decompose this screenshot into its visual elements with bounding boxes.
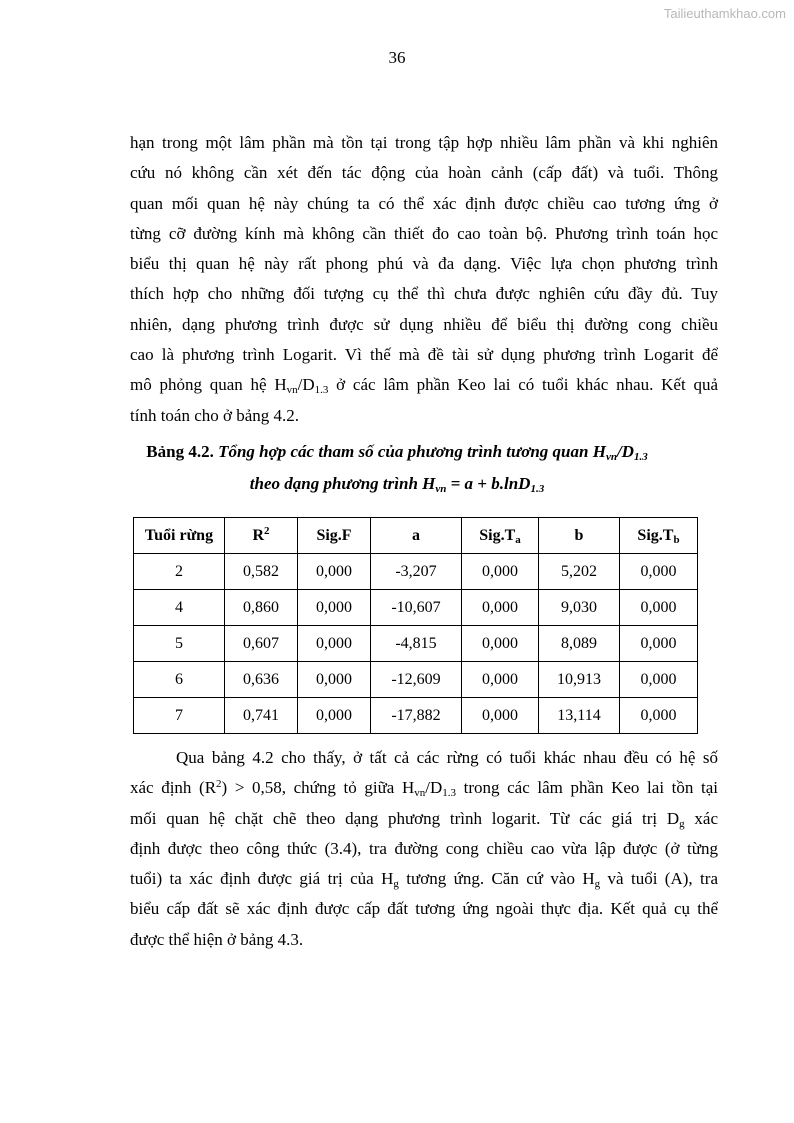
cell-age: 7 — [134, 698, 225, 734]
text-run: tương ứng. Căn cứ vào H — [398, 869, 595, 889]
text-line — [130, 370, 718, 400]
text-run: /D — [425, 778, 443, 798]
cell-r2: 0,860 — [225, 590, 298, 626]
cell-b: 9,030 — [539, 590, 620, 626]
paragraph-2 — [130, 743, 718, 955]
subscript: vn — [435, 483, 447, 495]
text-line: nhiên, dạng phương trình được sử dụng nhiều để biểu thị đường cong chiều — [130, 314, 718, 334]
cell-a: -3,207 — [371, 554, 462, 590]
header-sigtb — [620, 518, 698, 554]
text-line: biểu cấp đất sẽ xác định được cấp đất tương ứng ngoài thực địa. Kết quả cụ thể — [130, 899, 718, 919]
table-row — [134, 554, 698, 590]
text-run: tuổi) ta xác định được giá trị của H — [130, 869, 394, 889]
subscript: vn — [414, 787, 426, 800]
subscript: 1.3 — [633, 451, 648, 463]
cell-b: 5,202 — [539, 554, 620, 590]
cell-age: 2 — [134, 554, 225, 590]
cell-r2: 0,607 — [225, 626, 298, 662]
header-text: Sig.T — [637, 526, 674, 544]
cell-sigf: 0,000 — [298, 626, 371, 662]
table-row — [134, 662, 698, 698]
cell-r2: 0,636 — [225, 662, 298, 698]
subscript: 1.3 — [314, 384, 329, 397]
table-row — [134, 698, 698, 734]
header-age: Tuổi rừng — [134, 518, 225, 554]
cell-sigf: 0,000 — [298, 698, 371, 734]
header-sigta — [462, 518, 539, 554]
cell-sigta: 0,000 — [462, 554, 539, 590]
subscript: vn — [286, 384, 298, 397]
cell-b: 13,114 — [539, 698, 620, 734]
caption-text: /D — [616, 442, 634, 461]
table-caption-line-1 — [0, 442, 794, 462]
subscript: vn — [605, 451, 617, 463]
table-row — [134, 626, 698, 662]
cell-sigta: 0,000 — [462, 590, 539, 626]
text-run: ở các lâm phần Keo lai có tuổi khác nhau. Kết quả — [328, 375, 719, 395]
text-run: trong các lâm phần Keo lai tồn tại — [455, 778, 718, 798]
text-line: cứu nó không cần xét đến tác động của hoàn cảnh (cấp đất) và tuổi. Thông — [130, 163, 718, 183]
text-line: hạn trong một lâm phần mà tồn tại trong tập hợp nhiều lâm phần và khi nghiên — [130, 133, 718, 152]
text-line: từng cỡ đường kính mà không cần thiết đo cao toàn bộ. Phương trình toán học — [130, 223, 718, 243]
table-caption-line-2 — [0, 474, 794, 494]
subscript: g — [594, 878, 601, 891]
caption-label: Bảng 4.2. — [146, 442, 214, 461]
text-line: Qua bảng 4.2 cho thấy, ở tất cả các rừng có tuổi khác nhau đều có hệ số — [176, 748, 718, 767]
cell-a: -12,609 — [371, 662, 462, 698]
page-number: 36 — [388, 48, 406, 67]
table-header-row — [134, 518, 698, 554]
cell-b: 8,089 — [539, 626, 620, 662]
subscript: g — [393, 878, 399, 891]
cell-sigta: 0,000 — [462, 626, 539, 662]
cell-r2: 0,741 — [225, 698, 298, 734]
text-run: mô phỏng quan hệ H — [130, 375, 287, 395]
text-run: ) > 0,58, chứng tỏ giữa H — [221, 778, 415, 798]
subscript: a — [515, 533, 521, 546]
text-line — [130, 773, 718, 803]
text-run: mối quan hệ chặt chẽ theo dạng phương trình logarit. Từ các giá trị D — [130, 808, 680, 828]
parameters-table — [133, 517, 698, 734]
cell-a: -10,607 — [371, 590, 462, 626]
text-run: /D — [297, 375, 315, 395]
text-line: quan mối quan hệ này chúng ta có thể xác định được chiều cao tương ứng ở — [130, 193, 718, 213]
header-a: a — [371, 518, 462, 554]
cell-sigtb: 0,000 — [620, 590, 698, 626]
cell-age: 4 — [134, 590, 225, 626]
text-line: cao là phương trình Logarit. Vì thế mà đề tài sử dụng phương trình Logarit để — [130, 345, 718, 365]
caption-text: Tổng hợp các tham số của phương trình tương quan H — [213, 442, 606, 461]
text-line: thích hợp cho những đối tượng cụ thể thì chưa được nghiên cứu đầy đủ. Tuy — [130, 284, 718, 304]
header-sigf: Sig.F — [298, 518, 371, 554]
cell-b: 10,913 — [539, 662, 620, 698]
text-run: và tuổi (A), tra — [600, 869, 718, 889]
cell-sigtb: 0,000 — [620, 662, 698, 698]
cell-sigf: 0,000 — [298, 590, 371, 626]
superscript: 2 — [216, 778, 222, 791]
cell-sigta: 0,000 — [462, 698, 539, 734]
text-line — [130, 864, 718, 894]
header-r2 — [225, 518, 298, 554]
cell-age: 5 — [134, 626, 225, 662]
header-text: Sig.T — [479, 526, 516, 544]
watermark: Tailieuthamkhao.com — [663, 6, 786, 21]
superscript: 2 — [264, 524, 270, 537]
subscript: b — [673, 533, 680, 546]
subscript: g — [679, 817, 685, 830]
cell-age: 6 — [134, 662, 225, 698]
cell-sigtb: 0,000 — [620, 698, 698, 734]
text-run: xác định (R — [130, 778, 217, 798]
subscript: 1.3 — [442, 787, 456, 800]
cell-sigtb: 0,000 — [620, 554, 698, 590]
header-b: b — [539, 518, 620, 554]
text-line — [130, 804, 718, 834]
caption-text: theo dạng phương trình H — [249, 474, 436, 493]
cell-sigf: 0,000 — [298, 662, 371, 698]
cell-r2: 0,582 — [225, 554, 298, 590]
cell-sigf: 0,000 — [298, 554, 371, 590]
text-line: được thể hiện ở bảng 4.3. — [130, 929, 304, 949]
text-line: biểu thị quan hệ này rất phong phú và đa dạng. Việc lựa chọn phương trình — [130, 254, 718, 274]
cell-a: -4,815 — [371, 626, 462, 662]
subscript: 1.3 — [530, 483, 545, 495]
table-row — [134, 590, 698, 626]
header-text: R — [252, 526, 265, 544]
caption-text: = a + b.lnD — [446, 474, 531, 493]
cell-sigta: 0,000 — [462, 662, 539, 698]
text-line: định được theo công thức (3.4), tra đường cong chiều cao vừa lập được (ở từng — [130, 838, 718, 858]
paragraph-1 — [130, 128, 718, 431]
text-line: tính toán cho ở bảng 4.2. — [130, 405, 300, 425]
cell-a: -17,882 — [371, 698, 462, 734]
cell-sigtb: 0,000 — [620, 626, 698, 662]
text-run: xác — [684, 808, 718, 828]
